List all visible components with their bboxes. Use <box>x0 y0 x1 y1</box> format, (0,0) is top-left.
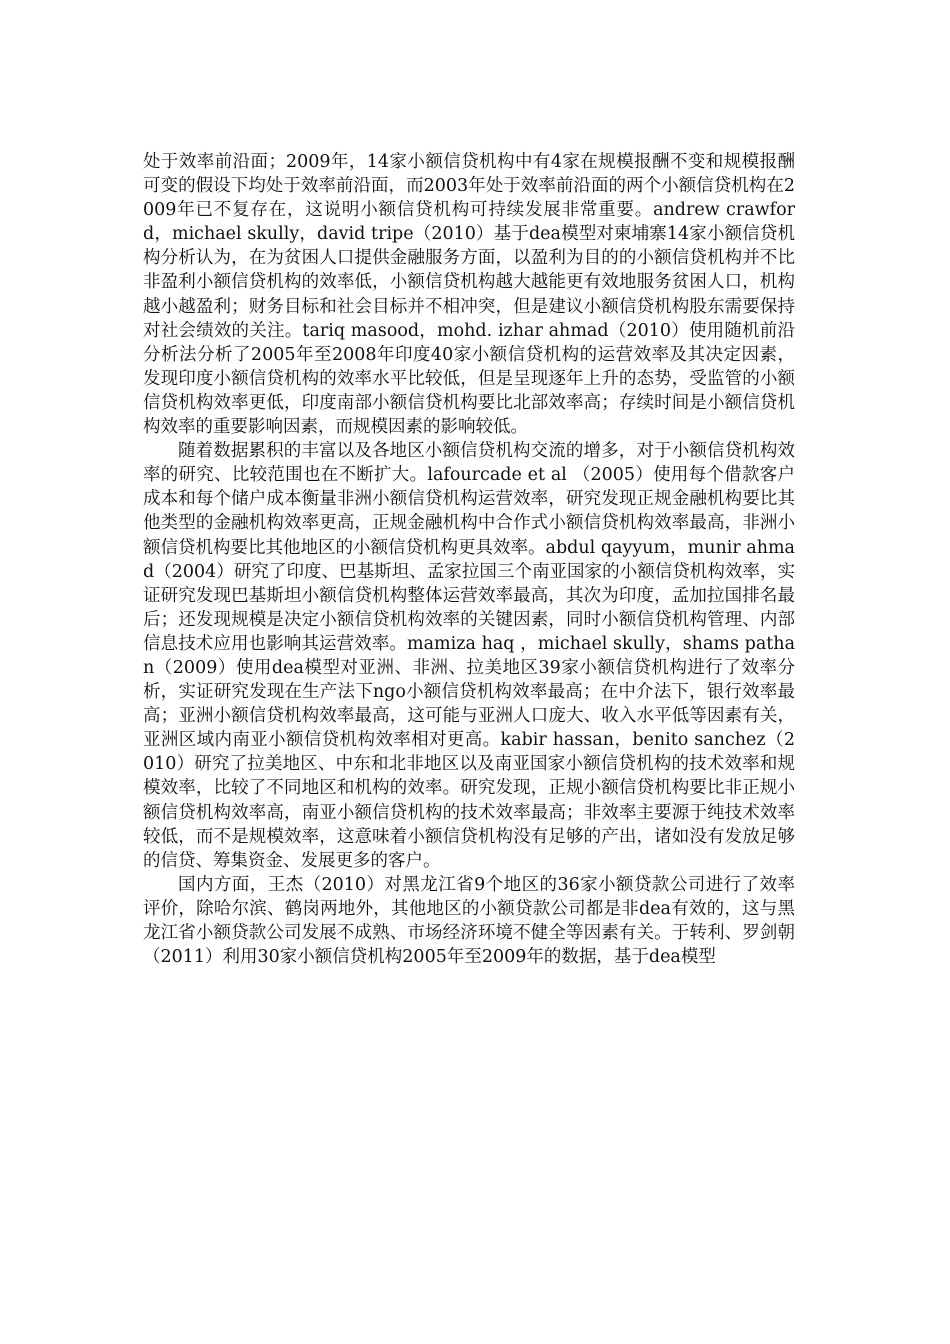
paragraph-1: 处于效率前沿面；2009年，14家小额信贷机构中有4家在规模报酬不变和规模报酬可变的假设下均处于效率前沿面，而2003年处于效率前沿面的两个小额信贷机构在2009年已不复存在，这说明小额信贷机构可持续发展非常重要。andrew crawford，michael skully，david tripe（2010）基于dea模型对柬埔寨14家小额信贷机构分析认为，在为贫困人口提供金融服务方面，以盈利为目的的小额信贷机构并不比非盈利小额信贷机构的效率低，小额信贷机构越大越能更有效地服务贫困人口，机构越小越盈利；财务目标和社会目标并不相冲突，但是建议小额信贷机构股东需要保持对社会绩效的关注。tariq masood，mohd. izhar ahmad（2010）使用随机前沿分析法分析了2005年至2008年印度40家小额信贷机构的运营效率及其决定因素，发现印度小额信贷机构的效率水平比较低，但是呈现逐年上升的态势，受监管的小额信贷机构效率更低，印度南部小额信贷机构要比北部效率高；存续时间是小额信贷机构效率的重要影响因素，而规模因素的影响较低。 <box>143 152 795 438</box>
paragraph-2: 随着数据累积的丰富以及各地区小额信贷机构交流的增多，对于小额信贷机构效率的研究、比较范围也在不断扩大。lafourcade et al （2005）使用每个借款客户成本和每个储户成本衡量非洲小额信贷机构运营效率，研究发现正规金融机构要比其他类型的金融机构效率更高，正规金融机构中合作式小额信贷机构效率最高，非洲小额信贷机构要比其他地区的小额信贷机构更具效率。abdul qayyum，munir ahmad（2004）研究了印度、巴基斯坦、孟家拉国三个南亚国家的小额信贷机构效率，实证研究发现巴基斯坦小额信贷机构整体运营效率最高，其次为印度，孟加拉国排名最后；还发现规模是决定小额信贷机构效率的关键因素，同时小额信贷机构管理、内部信息技术应用也影响其运营效率。mamiza haq ，michael skully，shams pathan（2009）使用dea模型对亚洲、非洲、拉美地区39家小额信贷机构进行了效率分析，实证研究发现在生产法下ngo小额信贷机构效率最高；在中介法下，银行效率最高；亚洲小额信贷机构效率最高，这可能与亚洲人口庞大、收入水平低等因素有关，亚洲区域内南亚小额信贷机构效率相对更高。kabir hassan，benito sanchez（2010）研究了拉美地区、中东和北非地区以及南亚国家小额信贷机构的技术效率和规模效率，比较了不同地区和机构的效率。研究发现，正规小额信贷机构要比非正规小额信贷机构效率高，南亚小额信贷机构的技术效率最高；非效率主要源于纯技术效率较低，而不是规模效率，这意味着小额信贷机构没有足够的产出，诸如没有发放足够的信贷、筹集资金、发展更多的客户。 <box>143 441 795 871</box>
document-body <box>143 150 795 969</box>
paragraph-3: 国内方面，王杰（2010）对黑龙江省9个地区的36家小额贷款公司进行了效率评价，除哈尔滨、鹤岗两地外，其他地区的小额贷款公司都是非dea有效的，这与黑龙江省小额贷款公司发展不成熟、市场经济环境不健全等因素有关。于转利、罗剑朝（2011）利用30家小额信贷机构2005年至2009年的数据，基于dea模型 <box>143 874 795 968</box>
